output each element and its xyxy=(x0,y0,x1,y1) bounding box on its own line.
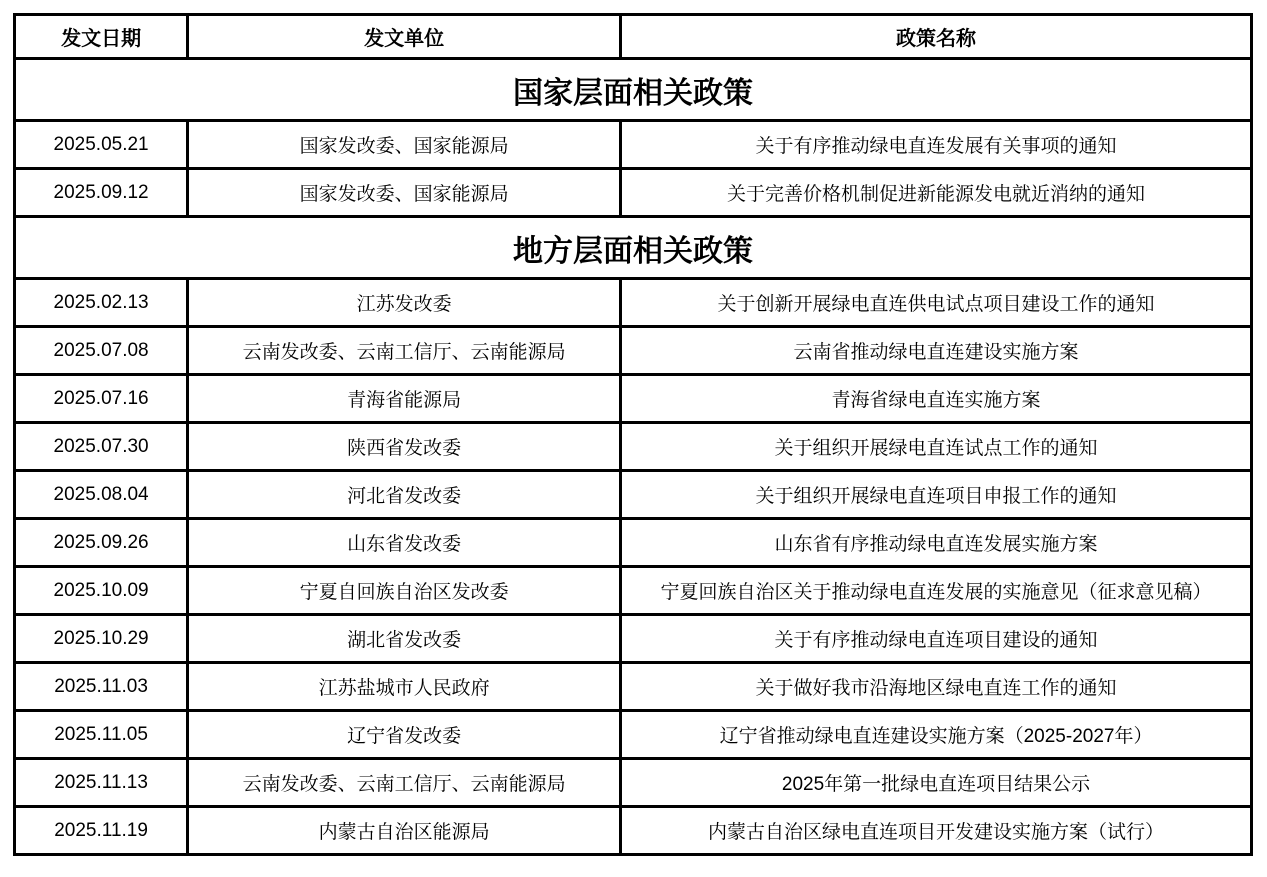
section-title: 国家层面相关政策 xyxy=(15,59,1252,121)
table-row xyxy=(15,327,1252,375)
date-cell: 2025.07.08 xyxy=(15,327,188,375)
date-cell: 2025.10.09 xyxy=(15,567,188,615)
table-row xyxy=(15,375,1252,423)
policy-cell: 关于有序推动绿电直连发展有关事项的通知 xyxy=(621,121,1252,169)
policy-cell: 青海省绿电直连实施方案 xyxy=(621,375,1252,423)
policy-cell: 关于做好我市沿海地区绿电直连工作的通知 xyxy=(621,663,1252,711)
table-row xyxy=(15,615,1252,663)
date-cell: 2025.02.13 xyxy=(15,279,188,327)
agency-cell: 河北省发改委 xyxy=(188,471,621,519)
agency-cell: 内蒙古自治区能源局 xyxy=(188,807,621,855)
policy-cell: 宁夏回族自治区关于推动绿电直连发展的实施意见（征求意见稿） xyxy=(621,567,1252,615)
col-header-date: 发文日期 xyxy=(15,15,188,59)
table-row xyxy=(15,279,1252,327)
agency-cell: 江苏盐城市人民政府 xyxy=(188,663,621,711)
agency-cell: 江苏发改委 xyxy=(188,279,621,327)
date-cell: 2025.08.04 xyxy=(15,471,188,519)
table-row xyxy=(15,663,1252,711)
policy-table xyxy=(13,13,1253,856)
date-cell: 2025.10.29 xyxy=(15,615,188,663)
date-cell: 2025.11.13 xyxy=(15,759,188,807)
agency-cell: 青海省能源局 xyxy=(188,375,621,423)
table-row xyxy=(15,169,1252,217)
policy-cell: 关于创新开展绿电直连供电试点项目建设工作的通知 xyxy=(621,279,1252,327)
policy-cell: 云南省推动绿电直连建设实施方案 xyxy=(621,327,1252,375)
agency-cell: 陕西省发改委 xyxy=(188,423,621,471)
agency-cell: 宁夏自回族自治区发改委 xyxy=(188,567,621,615)
table-row xyxy=(15,807,1252,855)
policy-cell: 关于组织开展绿电直连项目申报工作的通知 xyxy=(621,471,1252,519)
table-row xyxy=(15,519,1252,567)
agency-cell: 辽宁省发改委 xyxy=(188,711,621,759)
table-row xyxy=(15,471,1252,519)
date-cell: 2025.05.21 xyxy=(15,121,188,169)
table-header-row xyxy=(15,15,1252,59)
table-row xyxy=(15,423,1252,471)
date-cell: 2025.11.03 xyxy=(15,663,188,711)
policy-cell: 辽宁省推动绿电直连建设实施方案（2025-2027年） xyxy=(621,711,1252,759)
date-cell: 2025.07.16 xyxy=(15,375,188,423)
date-cell: 2025.11.05 xyxy=(15,711,188,759)
agency-cell: 云南发改委、云南工信厅、云南能源局 xyxy=(188,327,621,375)
table-body xyxy=(15,59,1252,855)
date-cell: 2025.11.19 xyxy=(15,807,188,855)
policy-cell: 2025年第一批绿电直连项目结果公示 xyxy=(621,759,1252,807)
section-header-row xyxy=(15,59,1252,121)
date-cell: 2025.09.12 xyxy=(15,169,188,217)
col-header-policy: 政策名称 xyxy=(621,15,1252,59)
agency-cell: 湖北省发改委 xyxy=(188,615,621,663)
policy-cell: 山东省有序推动绿电直连发展实施方案 xyxy=(621,519,1252,567)
table-row xyxy=(15,711,1252,759)
col-header-agency: 发文单位 xyxy=(188,15,621,59)
policy-cell: 内蒙古自治区绿电直连项目开发建设实施方案（试行） xyxy=(621,807,1252,855)
policy-cell: 关于组织开展绿电直连试点工作的通知 xyxy=(621,423,1252,471)
section-header-row xyxy=(15,217,1252,279)
date-cell: 2025.07.30 xyxy=(15,423,188,471)
table-row xyxy=(15,759,1252,807)
agency-cell: 云南发改委、云南工信厅、云南能源局 xyxy=(188,759,621,807)
agency-cell: 国家发改委、国家能源局 xyxy=(188,121,621,169)
date-cell: 2025.09.26 xyxy=(15,519,188,567)
section-title: 地方层面相关政策 xyxy=(15,217,1252,279)
agency-cell: 山东省发改委 xyxy=(188,519,621,567)
table-row xyxy=(15,121,1252,169)
policy-cell: 关于有序推动绿电直连项目建设的通知 xyxy=(621,615,1252,663)
policy-cell: 关于完善价格机制促进新能源发电就近消纳的通知 xyxy=(621,169,1252,217)
table-row xyxy=(15,567,1252,615)
agency-cell: 国家发改委、国家能源局 xyxy=(188,169,621,217)
